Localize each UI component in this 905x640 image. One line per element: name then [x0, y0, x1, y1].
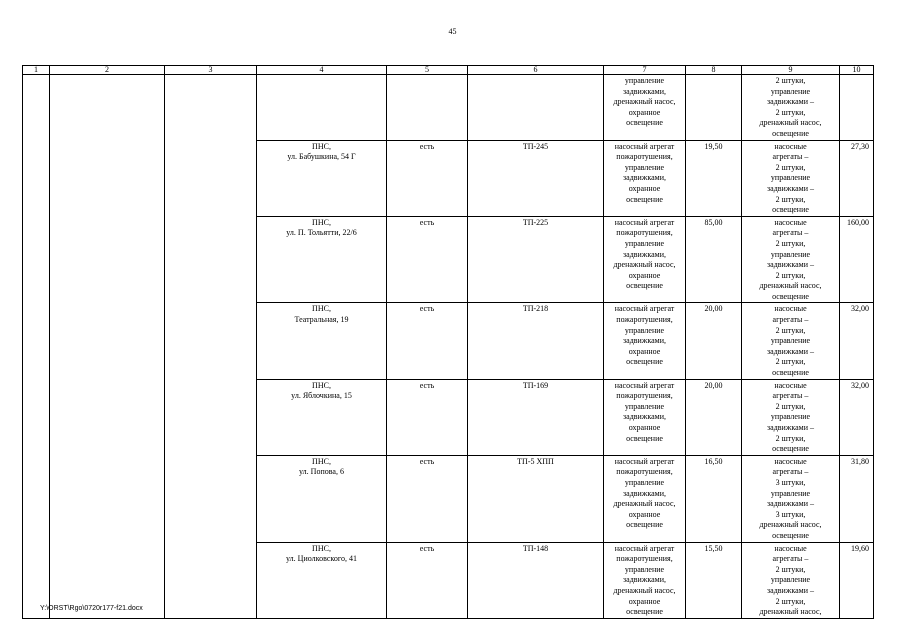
cell-c5: есть [387, 455, 468, 542]
cell-c8: 19,50 [686, 140, 742, 216]
cell-c7: насосный агрегат пожаротушения, управление задвижками, дренажный насос, охранное освещение [604, 455, 686, 542]
cell-c4: ПНС, ул. Бабушкина, 54 Г [257, 140, 387, 216]
cell-c9: насосные агрегаты – 2 штуки, управление задвижками – 2 штуки, освещение [742, 303, 840, 379]
cell-c10: 160,00 [840, 216, 874, 303]
cell-c9: насосные агрегаты – 3 штуки, управление задвижками – 3 штуки, дренажный насос, освещение [742, 455, 840, 542]
cell-c6 [468, 75, 604, 141]
cell-c1 [23, 75, 50, 619]
col-header: 1 [23, 66, 50, 75]
column-number-row [23, 66, 874, 75]
col-header: 7 [604, 66, 686, 75]
cell-c9: насосные агрегаты – 2 штуки, управление задвижками – 2 штуки, освещение [742, 140, 840, 216]
cell-c8: 15,50 [686, 542, 742, 618]
cell-c8: 20,00 [686, 379, 742, 455]
cell-c10 [840, 75, 874, 141]
cell-c5: есть [387, 542, 468, 618]
col-header: 9 [742, 66, 840, 75]
cell-c6: ТП-218 [468, 303, 604, 379]
cell-c7: насосный агрегат пожаротушения, управление задвижками, охранное освещение [604, 303, 686, 379]
cell-c3 [165, 75, 257, 619]
cell-c4: ПНС, ул. Попова, 6 [257, 455, 387, 542]
cell-c9: насосные агрегаты – 2 штуки, управление задвижками – 2 штуки, освещение [742, 379, 840, 455]
cell-c9: насосные агрегаты – 2 штуки, управление задвижками – 2 штуки, дренажный насос, [742, 542, 840, 618]
cell-c6: ТП-245 [468, 140, 604, 216]
cell-c5: есть [387, 303, 468, 379]
cell-c8: 16,50 [686, 455, 742, 542]
cell-c9: насосные агрегаты – 2 штуки, управление задвижками – 2 штуки, дренажный насос, освещение [742, 216, 840, 303]
cell-c5: есть [387, 379, 468, 455]
cell-c5: есть [387, 216, 468, 303]
col-header: 3 [165, 66, 257, 75]
col-header: 6 [468, 66, 604, 75]
cell-c6: ТП-148 [468, 542, 604, 618]
cell-c5: есть [387, 140, 468, 216]
data-table [22, 65, 874, 619]
cell-c7: насосный агрегат пожаротушения, управление задвижками, охранное освещение [604, 140, 686, 216]
cell-c4: ПНС, ул. Циолковского, 41 [257, 542, 387, 618]
cell-c4 [257, 75, 387, 141]
col-header: 2 [50, 66, 165, 75]
col-header: 4 [257, 66, 387, 75]
cell-c6: ТП-169 [468, 379, 604, 455]
cell-c7: управление задвижками, дренажный насос, охранное освещение [604, 75, 686, 141]
cell-c10: 32,00 [840, 303, 874, 379]
page-number: 45 [448, 27, 457, 36]
cell-c10: 19,60 [840, 542, 874, 618]
file-path-footer: Y:\ORST\Rgo\0720r177-f21.docx [40, 605, 143, 612]
cell-c2 [50, 75, 165, 619]
cell-c7: насосный агрегат пожаротушения, управление задвижками, дренажный насос, охранное освещение [604, 216, 686, 303]
cell-c8: 85,00 [686, 216, 742, 303]
cell-c7: насосный агрегат пожаротушения, управление задвижками, дренажный насос, охранное освещение [604, 542, 686, 618]
cell-c7: насосный агрегат пожаротушения, управление задвижками, охранное освещение [604, 379, 686, 455]
cell-c10: 32,00 [840, 379, 874, 455]
cell-c10: 31,80 [840, 455, 874, 542]
cell-c6: ТП-225 [468, 216, 604, 303]
cell-c5 [387, 75, 468, 141]
cell-c4: ПНС, ул. Яблочкина, 15 [257, 379, 387, 455]
cell-c8 [686, 75, 742, 141]
col-header: 8 [686, 66, 742, 75]
col-header: 10 [840, 66, 874, 75]
cell-c10: 27,30 [840, 140, 874, 216]
table-row [23, 75, 874, 141]
cell-c9: 2 штуки, управление задвижками – 2 штуки, дренажный насос, освещение [742, 75, 840, 141]
cell-c4: ПНС, Театральная, 19 [257, 303, 387, 379]
cell-c8: 20,00 [686, 303, 742, 379]
cell-c6: ТП-5 ХПП [468, 455, 604, 542]
col-header: 5 [387, 66, 468, 75]
cell-c4: ПНС, ул. П. Тольятти, 22/6 [257, 216, 387, 303]
